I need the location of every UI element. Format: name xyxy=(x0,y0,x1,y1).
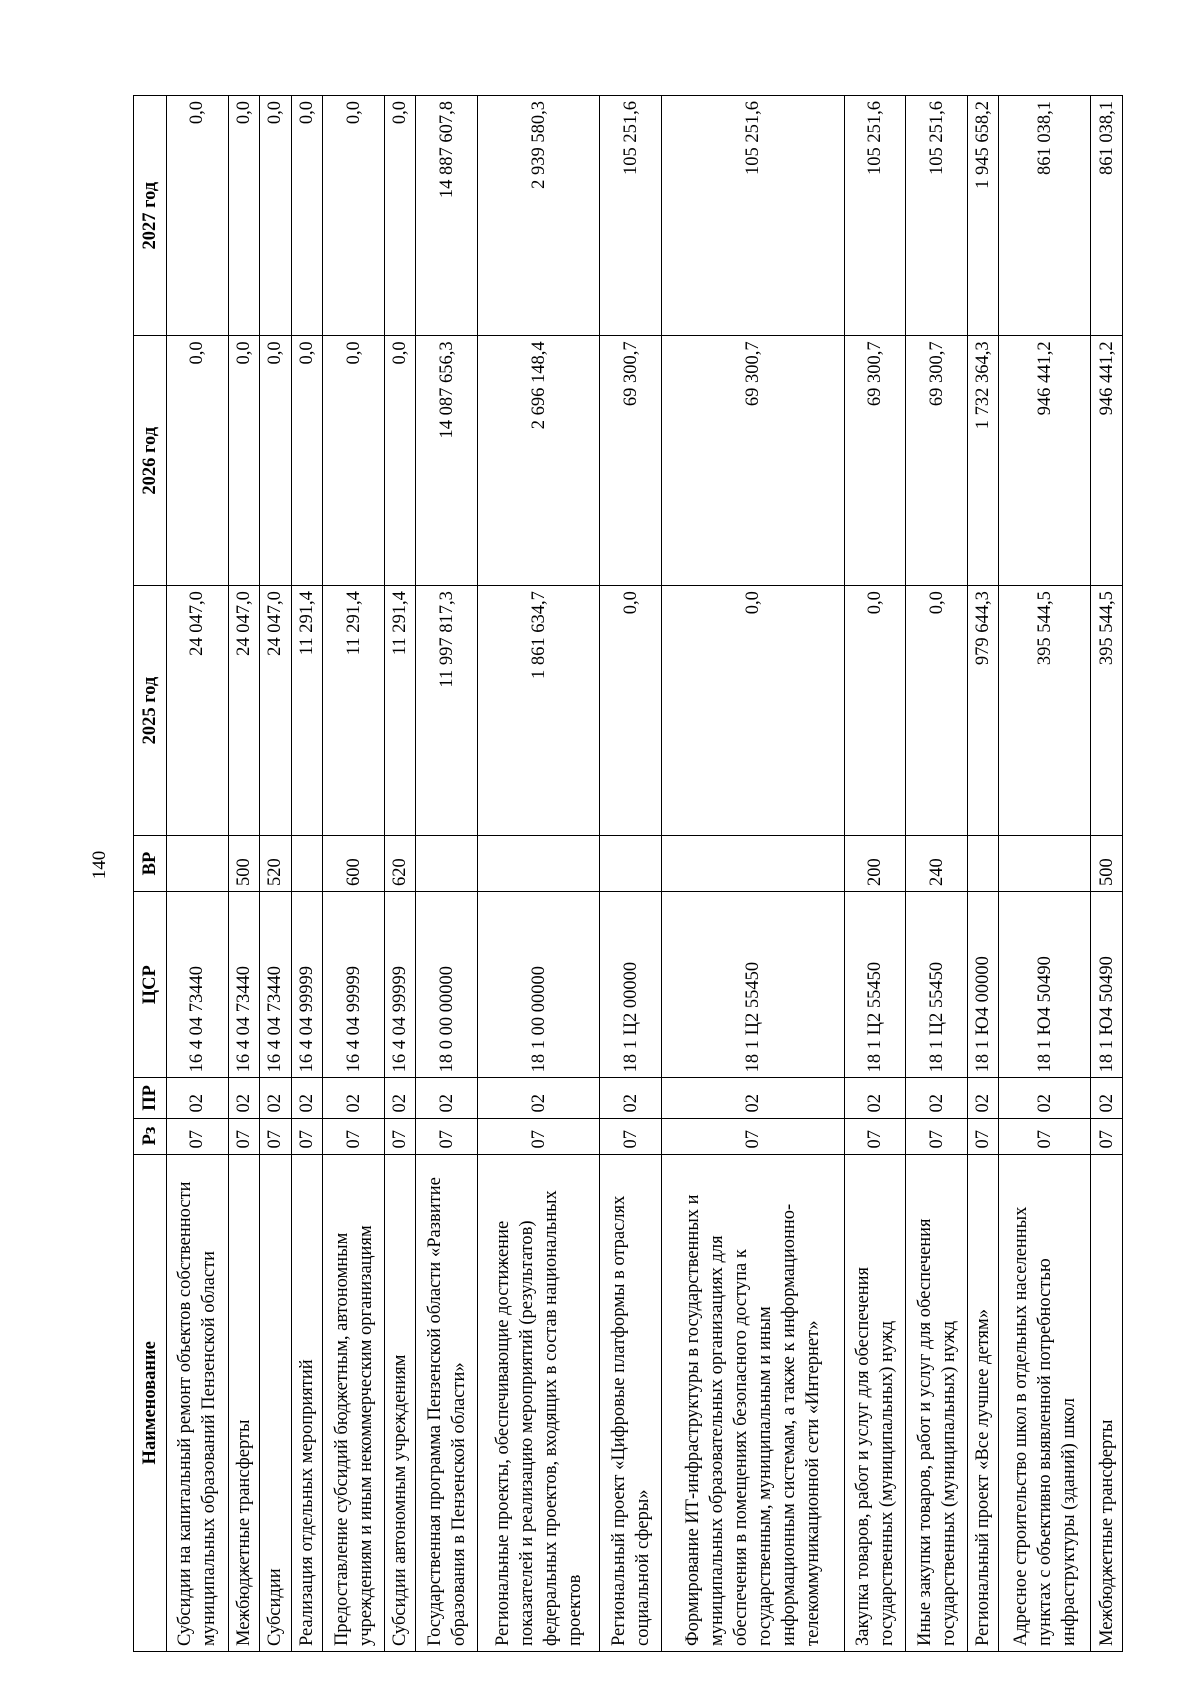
row-name-cell: Субсидии на капитальный ремонт объектов собственности муниципальных образований Пензенской области xyxy=(167,1154,229,1651)
header-csr: ЦСР xyxy=(134,892,167,1078)
row-2027-cell: 105 251,6 xyxy=(906,96,968,336)
row-vr-cell xyxy=(999,835,1091,891)
row-vr-cell xyxy=(291,835,322,891)
row-rz-cell: 07 xyxy=(661,1118,844,1154)
row-2025-cell: 0,0 xyxy=(661,586,844,836)
row-pr-cell: 02 xyxy=(661,1078,844,1118)
row-csr-cell: 18 1 00 00000 xyxy=(478,892,600,1078)
table-row xyxy=(1091,96,1123,1652)
row-rz-cell: 07 xyxy=(291,1118,322,1154)
table-row xyxy=(967,96,998,1652)
row-name-cell: Субсидии xyxy=(260,1154,291,1651)
row-vr-cell xyxy=(478,835,600,891)
row-name-cell: Региональный проект «Все лучшее детям» xyxy=(967,1154,998,1651)
table-row xyxy=(661,96,844,1652)
row-csr-cell: 16 4 04 73440 xyxy=(228,892,259,1078)
row-name-cell: Формирование ИТ-инфраструктуры в государственных и муниципальных образовательных организациях для обеспечения в помещениях безопасного доступа к государственным, муниципальным и иным информационным системам, а также к информационно-телекоммуникационной сети «Интернет» xyxy=(661,1154,844,1651)
row-name-cell: Региональные проекты, обеспечивающие достижение показателей и реализацию мероприятий (результатов) федеральных проектов, входящих в состав национальных проектов xyxy=(478,1154,600,1651)
row-2026-cell: 69 300,7 xyxy=(600,336,662,586)
table-row xyxy=(478,96,600,1652)
header-2027: 2027 год xyxy=(134,96,167,336)
row-pr-cell: 02 xyxy=(1091,1078,1123,1118)
header-vr: ВР xyxy=(134,835,167,891)
row-name-cell: Государственная программа Пензенской области «Развитие образования в Пензенской области» xyxy=(416,1154,478,1651)
row-vr-cell: 200 xyxy=(844,835,906,891)
row-vr-cell: 240 xyxy=(906,835,968,891)
row-vr-cell xyxy=(416,835,478,891)
row-csr-cell: 18 1 Ц2 55450 xyxy=(844,892,906,1078)
table-header-row xyxy=(134,96,167,1652)
row-name-cell: Адресное строительство школ в отдельных населенных пунктах с объективно выявленной потребностью инфраструктуры (зданий) школ xyxy=(999,1154,1091,1651)
row-vr-cell xyxy=(600,835,662,891)
row-2025-cell: 11 291,4 xyxy=(291,586,322,836)
row-csr-cell: 16 4 04 99999 xyxy=(291,892,322,1078)
row-csr-cell: 16 4 04 73440 xyxy=(167,892,229,1078)
table-row xyxy=(260,96,291,1652)
row-rz-cell: 07 xyxy=(1091,1118,1123,1154)
row-2026-cell: 2 696 148,4 xyxy=(478,336,600,586)
row-name-cell: Межбюджетные трансферты xyxy=(1091,1154,1123,1651)
row-2027-cell: 0,0 xyxy=(167,96,229,336)
row-2026-cell: 0,0 xyxy=(291,336,322,586)
row-rz-cell: 07 xyxy=(323,1118,385,1154)
row-2026-cell: 14 087 656,3 xyxy=(416,336,478,586)
row-2027-cell: 0,0 xyxy=(323,96,385,336)
row-2027-cell: 14 887 607,8 xyxy=(416,96,478,336)
row-pr-cell: 02 xyxy=(906,1078,968,1118)
row-2027-cell: 105 251,6 xyxy=(600,96,662,336)
row-2025-cell: 0,0 xyxy=(844,586,906,836)
header-rz: Рз xyxy=(134,1118,167,1154)
row-vr-cell: 520 xyxy=(260,835,291,891)
row-2027-cell: 861 038,1 xyxy=(999,96,1091,336)
row-2027-cell: 0,0 xyxy=(260,96,291,336)
row-csr-cell: 18 1 Ц2 55450 xyxy=(906,892,968,1078)
table-row xyxy=(228,96,259,1652)
row-pr-cell: 02 xyxy=(416,1078,478,1118)
row-2027-cell: 0,0 xyxy=(384,96,415,336)
row-2025-cell: 979 644,3 xyxy=(967,586,998,836)
table-row xyxy=(323,96,385,1652)
row-2025-cell: 0,0 xyxy=(600,586,662,836)
row-2027-cell: 2 939 580,3 xyxy=(478,96,600,336)
row-2026-cell: 0,0 xyxy=(384,336,415,586)
row-csr-cell: 18 1 Ю4 50490 xyxy=(1091,892,1123,1078)
row-2027-cell: 1 945 658,2 xyxy=(967,96,998,336)
row-pr-cell: 02 xyxy=(291,1078,322,1118)
row-name-cell: Субсидии автономным учреждениям xyxy=(384,1154,415,1651)
row-rz-cell: 07 xyxy=(260,1118,291,1154)
row-pr-cell: 02 xyxy=(600,1078,662,1118)
row-name-cell: Закупка товаров, работ и услуг для обеспечения государственных (муниципальных) нужд xyxy=(844,1154,906,1651)
row-csr-cell: 18 0 00 00000 xyxy=(416,892,478,1078)
row-2026-cell: 946 441,2 xyxy=(999,336,1091,586)
header-2026: 2026 год xyxy=(134,336,167,586)
row-pr-cell: 02 xyxy=(967,1078,998,1118)
table-row xyxy=(600,96,662,1652)
row-2025-cell: 11 291,4 xyxy=(323,586,385,836)
table-row xyxy=(906,96,968,1652)
table-row xyxy=(844,96,906,1652)
row-pr-cell: 02 xyxy=(999,1078,1091,1118)
row-2026-cell: 69 300,7 xyxy=(906,336,968,586)
row-2026-cell: 0,0 xyxy=(323,336,385,586)
row-name-cell: Региональный проект «Цифровые платформы в отраслях социальной сферы» xyxy=(600,1154,662,1651)
row-2025-cell: 395 544,5 xyxy=(1091,586,1123,836)
row-2026-cell: 0,0 xyxy=(228,336,259,586)
row-2025-cell: 1 861 634,7 xyxy=(478,586,600,836)
row-csr-cell: 18 1 Ю4 50490 xyxy=(999,892,1091,1078)
row-rz-cell: 07 xyxy=(600,1118,662,1154)
header-name: Наименование xyxy=(134,1154,167,1651)
row-2026-cell: 0,0 xyxy=(167,336,229,586)
row-2026-cell: 0,0 xyxy=(260,336,291,586)
row-2027-cell: 861 038,1 xyxy=(1091,96,1123,336)
row-2026-cell: 69 300,7 xyxy=(844,336,906,586)
row-vr-cell xyxy=(167,835,229,891)
row-csr-cell: 18 1 Ц2 55450 xyxy=(661,892,844,1078)
table-row xyxy=(291,96,322,1652)
row-2025-cell: 11 997 817,3 xyxy=(416,586,478,836)
row-2025-cell: 24 047,0 xyxy=(228,586,259,836)
row-csr-cell: 16 4 04 99999 xyxy=(323,892,385,1078)
row-name-cell: Иные закупки товаров, работ и услуг для обеспечения государственных (муниципальных) нужд xyxy=(906,1154,968,1651)
table-row xyxy=(999,96,1091,1652)
row-2025-cell: 395 544,5 xyxy=(999,586,1091,836)
row-vr-cell: 600 xyxy=(323,835,385,891)
table-row xyxy=(416,96,478,1652)
row-2025-cell: 24 047,0 xyxy=(167,586,229,836)
row-rz-cell: 07 xyxy=(906,1118,968,1154)
row-csr-cell: 18 1 Ц2 00000 xyxy=(600,892,662,1078)
row-rz-cell: 07 xyxy=(967,1118,998,1154)
row-vr-cell: 500 xyxy=(228,835,259,891)
row-pr-cell: 02 xyxy=(478,1078,600,1118)
row-pr-cell: 02 xyxy=(167,1078,229,1118)
budget-table xyxy=(133,95,1123,1652)
table-row xyxy=(384,96,415,1652)
row-vr-cell: 620 xyxy=(384,835,415,891)
row-rz-cell: 07 xyxy=(416,1118,478,1154)
row-pr-cell: 02 xyxy=(384,1078,415,1118)
rotated-table-wrapper xyxy=(133,95,1123,1652)
table-row xyxy=(167,96,229,1652)
row-rz-cell: 07 xyxy=(384,1118,415,1154)
row-2027-cell: 105 251,6 xyxy=(844,96,906,336)
row-2026-cell: 69 300,7 xyxy=(661,336,844,586)
row-2027-cell: 0,0 xyxy=(228,96,259,336)
row-name-cell: Предоставление субсидий бюджетным, автономным учреждениям и иным некоммерческим организациям xyxy=(323,1154,385,1651)
row-2025-cell: 11 291,4 xyxy=(384,586,415,836)
row-2025-cell: 0,0 xyxy=(906,586,968,836)
row-pr-cell: 02 xyxy=(228,1078,259,1118)
header-2025: 2025 год xyxy=(134,586,167,836)
row-pr-cell: 02 xyxy=(844,1078,906,1118)
row-rz-cell: 07 xyxy=(167,1118,229,1154)
row-2027-cell: 0,0 xyxy=(291,96,322,336)
row-name-cell: Реализация отдельных мероприятий xyxy=(291,1154,322,1651)
row-2025-cell: 24 047,0 xyxy=(260,586,291,836)
row-vr-cell: 500 xyxy=(1091,835,1123,891)
row-rz-cell: 07 xyxy=(999,1118,1091,1154)
row-pr-cell: 02 xyxy=(260,1078,291,1118)
row-rz-cell: 07 xyxy=(844,1118,906,1154)
row-csr-cell: 18 1 Ю4 00000 xyxy=(967,892,998,1078)
row-vr-cell xyxy=(661,835,844,891)
row-csr-cell: 16 4 04 99999 xyxy=(384,892,415,1078)
row-rz-cell: 07 xyxy=(228,1118,259,1154)
page-number: 140 xyxy=(89,850,110,880)
header-pr: ПР xyxy=(134,1078,167,1118)
row-2026-cell: 946 441,2 xyxy=(1091,336,1123,586)
row-rz-cell: 07 xyxy=(478,1118,600,1154)
row-csr-cell: 16 4 04 73440 xyxy=(260,892,291,1078)
row-pr-cell: 02 xyxy=(323,1078,385,1118)
row-vr-cell xyxy=(967,835,998,891)
row-name-cell: Межбюджетные трансферты xyxy=(228,1154,259,1651)
row-2027-cell: 105 251,6 xyxy=(661,96,844,336)
row-2026-cell: 1 732 364,3 xyxy=(967,336,998,586)
